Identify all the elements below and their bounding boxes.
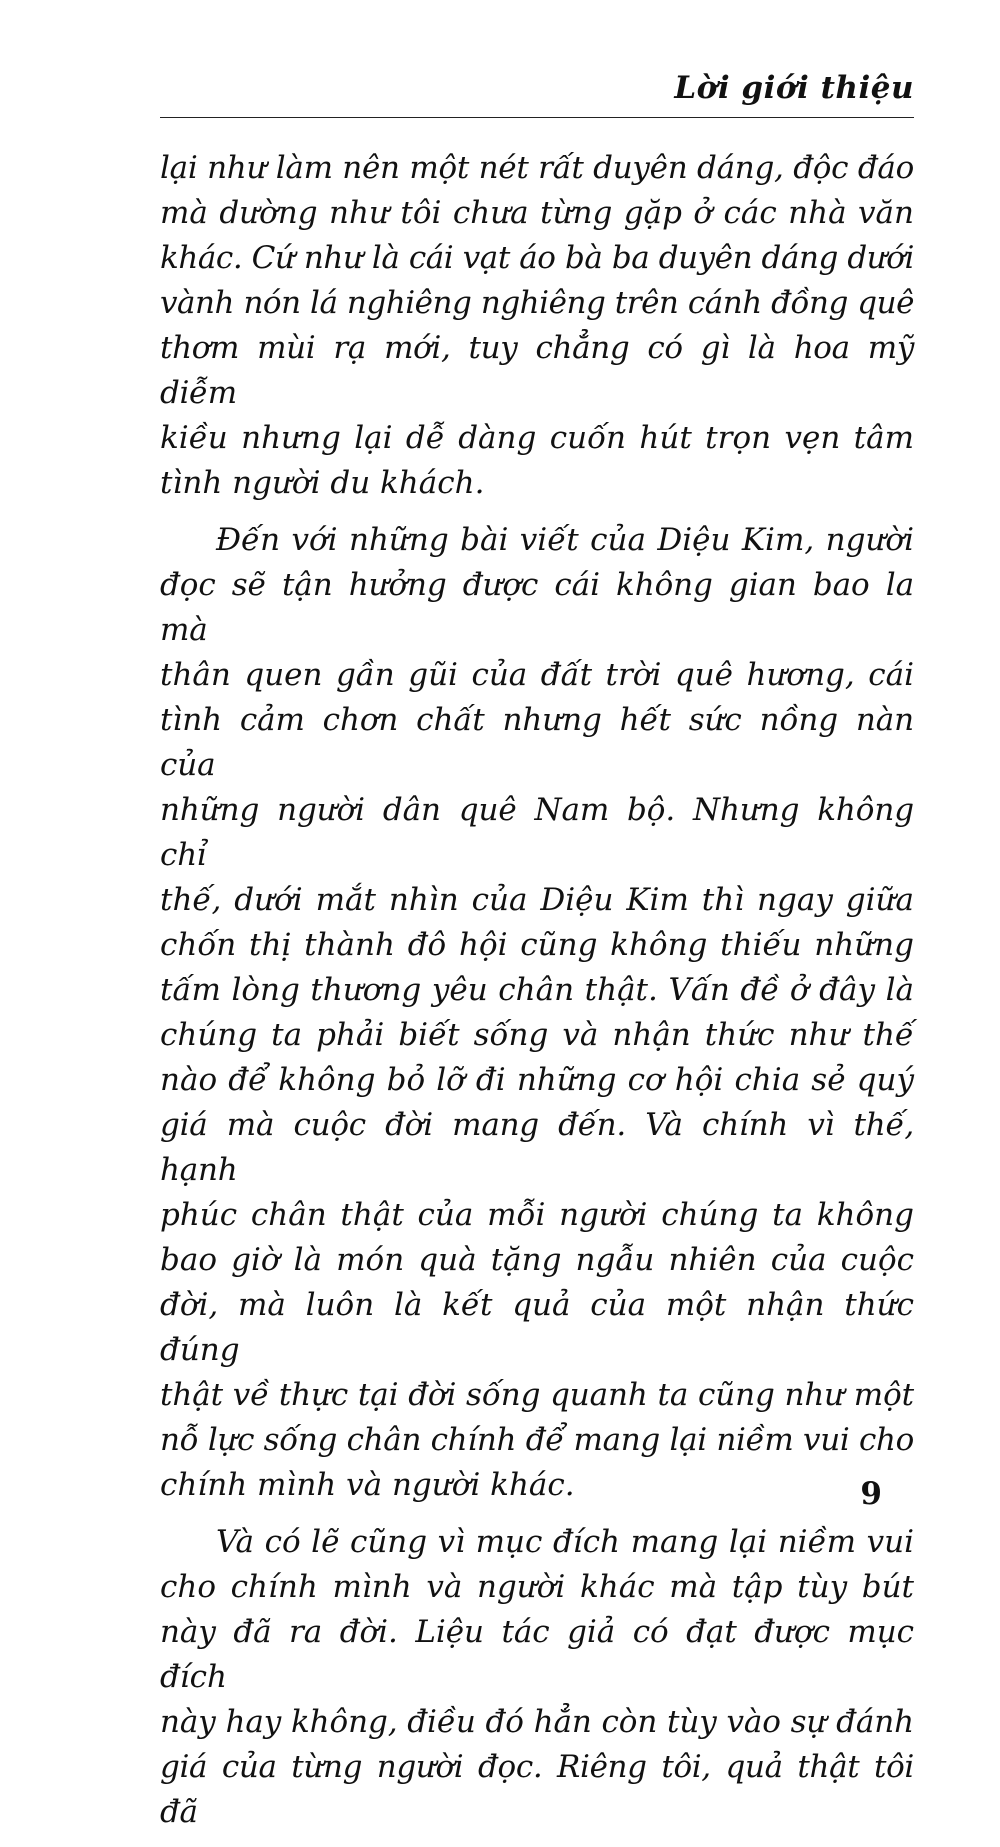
- text-line: tình cảm chơn chất nhưng hết sức nồng nàn của: [160, 702, 914, 783]
- paragraph-1: [160, 146, 914, 506]
- text-line: giá của từng người đọc. Riêng tôi, quả thật tôi đã: [160, 1749, 914, 1830]
- text-line: đọc sẽ tận hưởng được cái không gian bao la mà: [160, 567, 914, 648]
- text-line: giá mà cuộc đời mang đến. Và chính vì thế, hạnh: [160, 1107, 914, 1188]
- text-line: bao giờ là món quà tặng ngẫu nhiên của cuộc: [160, 1242, 914, 1278]
- page-number: 9: [860, 1476, 882, 1512]
- text-line: thân quen gần gũi của đất trời quê hương, cái: [160, 657, 914, 693]
- text-line: cho chính mình và người khác mà tập tùy bút: [160, 1569, 914, 1605]
- text-line: phúc chân thật của mỗi người chúng ta không: [160, 1197, 914, 1233]
- paragraph-3: [160, 1520, 914, 1835]
- text-line: chốn thị thành đô hội cũng không thiếu những: [160, 927, 914, 963]
- text-line: đời, mà luôn là kết quả của một nhận thức đúng: [160, 1287, 914, 1368]
- paragraph-2: [160, 518, 914, 1508]
- text-line: những người dân quê Nam bộ. Nhưng không chỉ: [160, 792, 914, 873]
- text-line: thế, dưới mắt nhìn của Diệu Kim thì ngay giữa: [160, 882, 914, 918]
- text-line: khác. Cứ như là cái vạt áo bà ba duyên dáng dưới: [160, 240, 914, 276]
- running-header: [160, 62, 914, 118]
- text-line: thơm mùi rạ mới, tuy chẳng có gì là hoa mỹ diễm: [160, 330, 914, 411]
- text-line: nỗ lực sống chân chính để mang lại niềm vui cho: [160, 1422, 914, 1458]
- text-line: mà dường như tôi chưa từng gặp ở các nhà văn: [160, 195, 914, 231]
- text-line: tấm lòng thương yêu chân thật. Vấn đề ở đây là: [160, 972, 914, 1008]
- text-line: này đã ra đời. Liệu tác giả có đạt được mục đích: [160, 1614, 914, 1695]
- text-line: này hay không, điều đó hẳn còn tùy vào sự đánh: [160, 1704, 914, 1740]
- text-line: Và có lẽ cũng vì mục đích mang lại niềm vui: [216, 1524, 914, 1560]
- body-text: [160, 146, 914, 1847]
- text-line: chính mình và người khác.: [160, 1467, 575, 1503]
- text-line: tình người du khách.: [160, 465, 485, 501]
- text-line: lại như làm nên một nét rất duyên dáng, độc đáo: [160, 150, 914, 186]
- text-line: vành nón lá nghiêng nghiêng trên cánh đồng quê: [160, 285, 914, 321]
- text-line: Đến với những bài viết của Diệu Kim, người: [216, 522, 914, 558]
- text-line: kiều nhưng lại dễ dàng cuốn hút trọn vẹn tâm: [160, 420, 914, 456]
- text-line: nào để không bỏ lỡ đi những cơ hội chia sẻ quý: [160, 1062, 914, 1098]
- text-line: thật về thực tại đời sống quanh ta cũng như một: [160, 1377, 914, 1413]
- text-line: chúng ta phải biết sống và nhận thức như thế: [160, 1017, 914, 1053]
- chapter-title: Lời giới thiệu: [674, 70, 914, 106]
